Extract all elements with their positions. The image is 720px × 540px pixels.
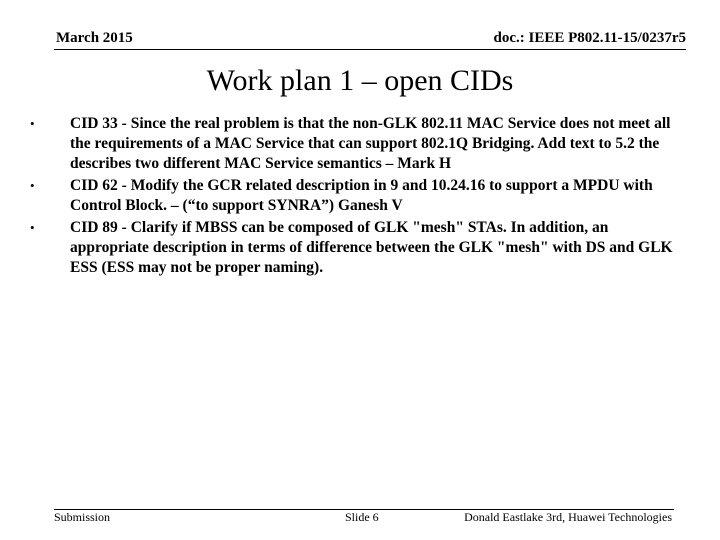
footer-author: Donald Eastlake 3rd, Huawei Technologies — [464, 510, 672, 524]
footer-slide-number: Slide 6 — [345, 510, 379, 524]
bullet-text: CID 33 - Since the real problem is that the non-GLK 802.11 MAC Service does not meet all the requirements of a MAC Service that can support 802.1Q Bridging. Add text to 5.2 the describes two different MAC Service semantics – Mark H — [70, 115, 671, 172]
bullet-marker: • — [30, 116, 35, 131]
header-doc-id: doc.: IEEE P802.11-15/0237r5 — [493, 30, 686, 46]
header-divider — [54, 49, 686, 50]
bullet-marker: • — [30, 220, 35, 235]
slide-title: Work plan 1 – open CIDs — [206, 64, 514, 97]
bullet-item-cid-89 — [25, 218, 685, 278]
bullet-item-cid-62 — [25, 176, 685, 216]
bullet-marker: • — [30, 178, 35, 193]
footer-submission: Submission — [54, 510, 111, 524]
bullet-text: CID 89 - Clarify if MBSS can be composed of GLK "mesh" STAs. In addition, an appropriate description in terms of difference between the GLK "mesh" with DS and GLK ESS (ESS may not be proper naming). — [70, 219, 673, 276]
bullet-text: CID 62 - Modify the GCR related description in 9 and 10.24.16 to support a MPDU with Control Block. – (“to support SYNRA”) Ganesh V — [70, 177, 653, 214]
header-date: March 2015 — [56, 30, 133, 46]
bullet-list — [25, 114, 685, 280]
bullet-item-cid-33 — [25, 114, 685, 174]
